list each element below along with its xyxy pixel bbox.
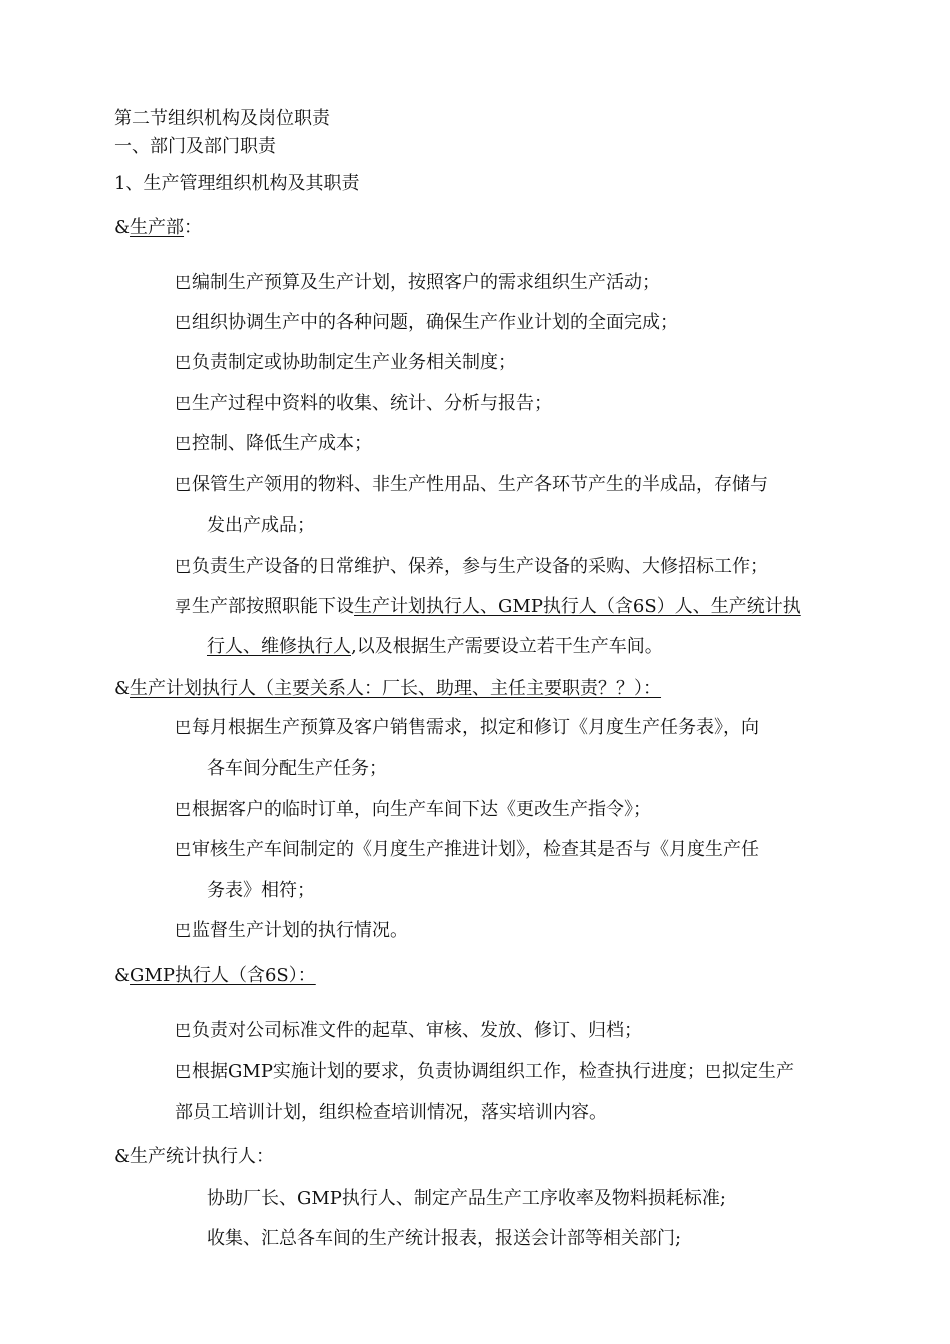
- list-item: 巴负责生产设备的日常维护、保养，参与生产设备的采购、大修招标工作；: [175, 556, 769, 577]
- section-title: 第二节组织机构及岗位职责: [114, 108, 330, 129]
- setup-bullet-icon: 孠: [175, 597, 192, 616]
- list-item: 巴根据客户的临时订单，向生产车间下达《更改生产指令》；: [175, 799, 652, 820]
- bullet-icon: 巴: [175, 1062, 192, 1081]
- plan-executor-title: 生产计划执行人（主要关系人：厂长、助理、主任主要职责？？）：: [130, 678, 662, 699]
- list-item: 巴审核生产车间制定的《月度生产推进计划》，检查其是否与《月度生产任: [175, 839, 760, 860]
- list-item: 巴保管生产领用的物料、非生产性用品、生产各环节产生的半成品，存储与: [175, 474, 769, 495]
- stats-executor-heading: [114, 1145, 274, 1169]
- list-item: 巴生产过程中资料的收集、统计、分析与报告；: [175, 393, 553, 414]
- list-item-continuation: 发出产成品；: [207, 515, 315, 536]
- list-item: 巴每月根据生产预算及客户销售需求，拟定和修订《月度生产任务表》，向: [175, 717, 760, 738]
- list-item: 巴负责制定或协助制定生产业务相关制度；: [175, 352, 517, 373]
- production-dept-title: 生产部: [130, 217, 185, 238]
- subsection-title: 一、部门及部门职责: [114, 136, 276, 157]
- bullet-icon: 巴: [175, 394, 192, 413]
- ampersand-marker: &: [114, 965, 131, 986]
- plan-executor-heading: [114, 677, 661, 701]
- ampersand-marker: &: [114, 1146, 131, 1167]
- list-item: 巴根据GMP实施计划的要求，负责协调组织工作，检查执行进度；巴拟定生产: [175, 1061, 794, 1082]
- list-item: 孠生产部按照职能下设生产计划执行人、GMP执行人（含6S）人、生产统计执: [175, 596, 801, 617]
- ampersand-marker: &: [114, 217, 131, 238]
- list-item: 巴负责对公司标准文件的起草、审核、发放、修订、归档；: [175, 1020, 643, 1041]
- bullet-icon: 巴: [175, 273, 192, 292]
- list-item-continuation: 各车间分配生产任务；: [207, 758, 387, 779]
- bullet-icon: 巴: [175, 800, 192, 819]
- gmp-executor-title: GMP执行人（含6S）：: [130, 965, 316, 986]
- bullet-icon: 巴: [175, 840, 192, 859]
- list-item: 协助厂长、GMP执行人、制定产品生产工序收率及物料损耗标准;: [207, 1188, 726, 1209]
- bullet-icon: 巴: [175, 434, 192, 453]
- list-item: 巴控制、降低生产成本；: [175, 433, 373, 454]
- stats-executor-title: 生产统计执行人：: [130, 1146, 275, 1167]
- list-item: 巴编制生产预算及生产计划，按照客户的需求组织生产活动；: [175, 272, 661, 293]
- list-item: 巴监督生产计划的执行情况。: [175, 920, 409, 941]
- list-item-continuation: 部员工培训计划，组织检查培训情况，落实培训内容。: [175, 1102, 607, 1123]
- list-item: 收集、汇总各车间的生产统计报表，报送会计部等相关部门;: [207, 1228, 682, 1249]
- production-dept-heading: [114, 216, 202, 240]
- bullet-icon: 巴: [175, 557, 192, 576]
- bullet-icon: 巴: [175, 353, 192, 372]
- colon: ：: [184, 217, 203, 238]
- gmp-executor-heading: [114, 964, 316, 988]
- heading-production-structure: 1、生产管理组织机构及其职责: [114, 173, 360, 194]
- bullet-icon: 巴: [175, 313, 192, 332]
- bullet-icon: 巴: [175, 1021, 192, 1040]
- bullet-icon: 巴: [175, 475, 192, 494]
- bullet-icon: 巴: [175, 718, 192, 737]
- bullet-icon: 巴: [704, 1062, 721, 1081]
- list-item: 巴组织协调生产中的各种问题，确保生产作业计划的全面完成；: [175, 312, 679, 333]
- list-item-continuation: 务表》相符；: [207, 880, 315, 901]
- bullet-icon: 巴: [175, 921, 192, 940]
- list-item-continuation: 行人、维修执行人,以及根据生产需要设立若干生产车间。: [207, 636, 663, 657]
- ampersand-marker: &: [114, 678, 131, 699]
